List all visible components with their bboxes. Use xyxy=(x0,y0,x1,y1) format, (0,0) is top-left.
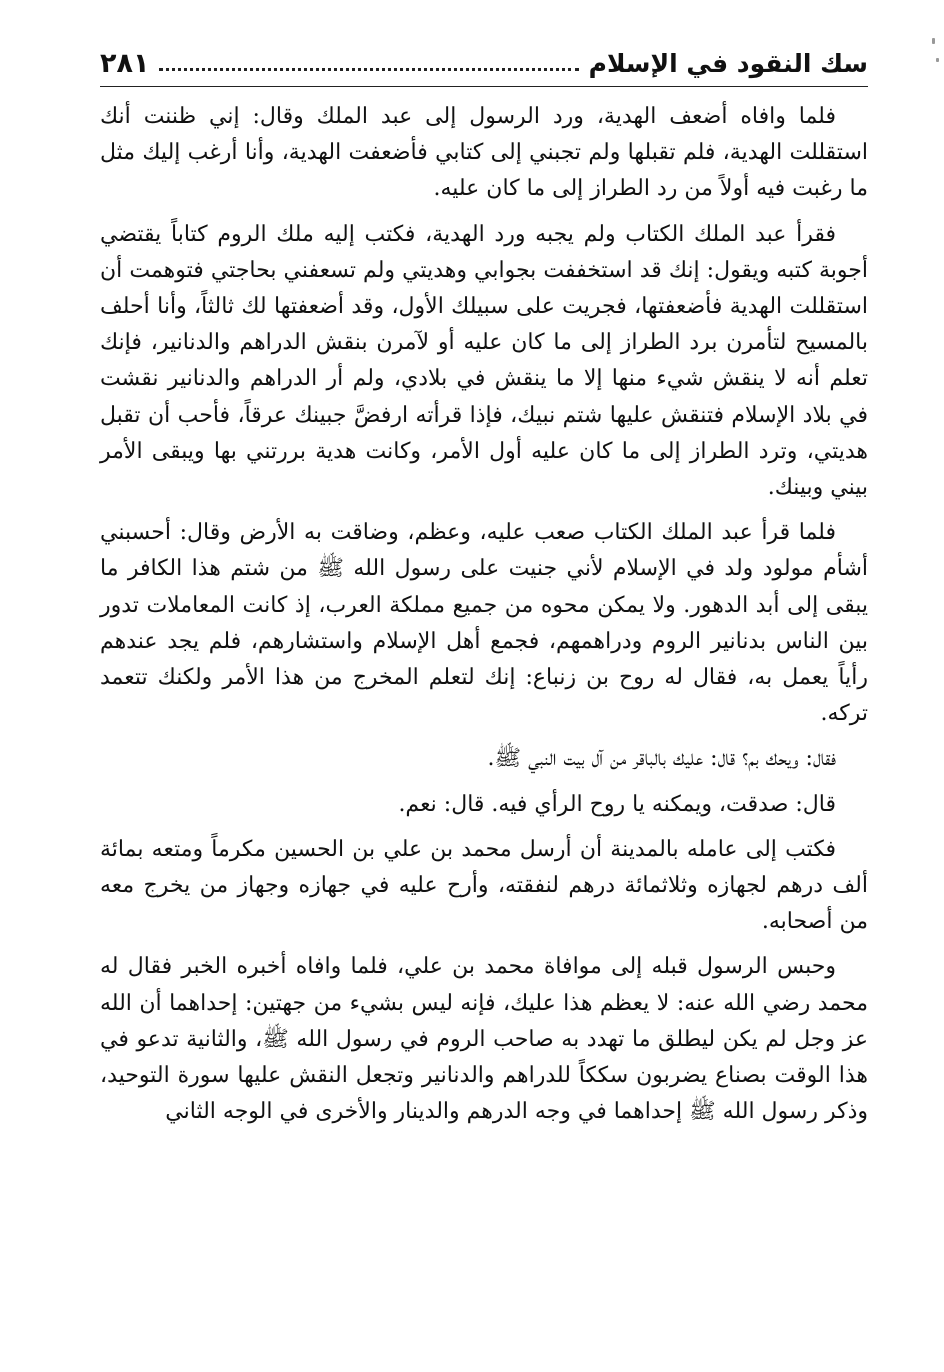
paragraph: فقال: ويحك بم؟ قال: عليك بالباقر من آل بيت النبي ﷺ. xyxy=(487,746,836,772)
paragraph: فلما وافاه أضعف الهدية، ورد الرسول إلى عبد الملك وقال: إني ظننت أنك استقللت الهدية، فلم تقبلها ولم تجبني إلى كتابي فأضعفت الهدية، وأنا أرغب إليك مثل ما رغبت فيه أولاً من رد الطراز إلى ما كان عليه. xyxy=(100,104,868,202)
running-title: سك النقود في الإسلام xyxy=(588,48,868,78)
paragraph: فكتب إلى عامله بالمدينة أن أرسل محمد بن علي بن الحسين مكرماً ومتعه بمائة ألف درهم لجهازه وثلاثمائة درهم لنفقته، وأرح عليه في جهازه وجهاز من يخرج معه من أصحابه. xyxy=(100,836,868,935)
paragraph: فلما قرأ عبد الملك الكتاب صعب عليه، وعظم، وضاقت به الأرض وقال: أحسبني أشأم مولود ولد في الإسلام لأني جنيت على رسول الله ﷺ من شتم هذا الكافر ما يبقى إلى أبد الدهور. ولا يمكن محوه من جميع مملكة العرب، إذ كانت المعاملات تدور بين الناس بدنانير الروم ودراهمهم، فجمع أهل الإسلام واستشارهم، فلم يجد عندهم رأياً يعمل به، فقال له روح بن زنباع: إنك لتعلم المخرج من هذا الأمر ولكنك تتعمد تركه. xyxy=(100,520,868,727)
paragraph: قال: صدقت، ويمكنه يا روح الرأي فيه. قال: نعم. xyxy=(398,791,836,817)
page-header xyxy=(100,40,868,87)
paragraph: وحبس الرسول قبله إلى موافاة محمد بن علي، فلما وافاه أخبره الخبر فقال له محمد رضي الله عنه: لا يعظم هذا عليك، فإنه ليس بشيء من جهتين: إحداهما أن الله عز وجل لم يكن ليطلق ما تهدد به صاحب الروم في رسول الله ﷺ، والثانية تدعو في هذا الوقت بصناع يضربون سككاً للدراهم والدنانير وتجعل النقش عليها سورة التوحيد، وذكر رسول الله ﷺ إحداهما في وجه الدرهم والدينار والأخرى في الوجه الثاني xyxy=(100,954,868,1125)
book-page xyxy=(100,40,868,1340)
header-dot-leader xyxy=(159,68,578,71)
scan-speck xyxy=(932,38,935,44)
page-number: ٢٨١ xyxy=(100,47,150,79)
scan-speck xyxy=(936,58,939,62)
paragraph: فقرأ عبد الملك الكتاب ولم يجبه ورد الهدية، فكتب إليه ملك الروم كتاباً يقتضي أجوبة كتبه ويقول: إنك قد استخففت بجوابي وهديتي ولم تسعفني بحاجتي فتوهمت أن استقللت الهدية فأضعفتها، فجريت على سبيلك الأول، وقد أضعفتها لك ثالثاً، وأنا أحلف بالمسيح لتأمرن برد الطراز إلى ما كان عليه أو لآمرن بنقش الدراهم والدنانير، فإنك تعلم أنه لا ينقش شيء منها إلا ما ينقش في بلادي، ولم أر الدراهم والدنانير نقشت في بلاد الإسلام فتنقش عليها شتم نبيك، فإذا قرأته ارفضَّ جبينك عرقاً، فأحب أن تقبل هديتي، وترد الطراز إلى ما كان عليه أول الأمر، وكانت هدية بررتني بها ويبقى الأمر بيني وبينك. xyxy=(100,221,868,501)
body-text xyxy=(100,99,868,1130)
